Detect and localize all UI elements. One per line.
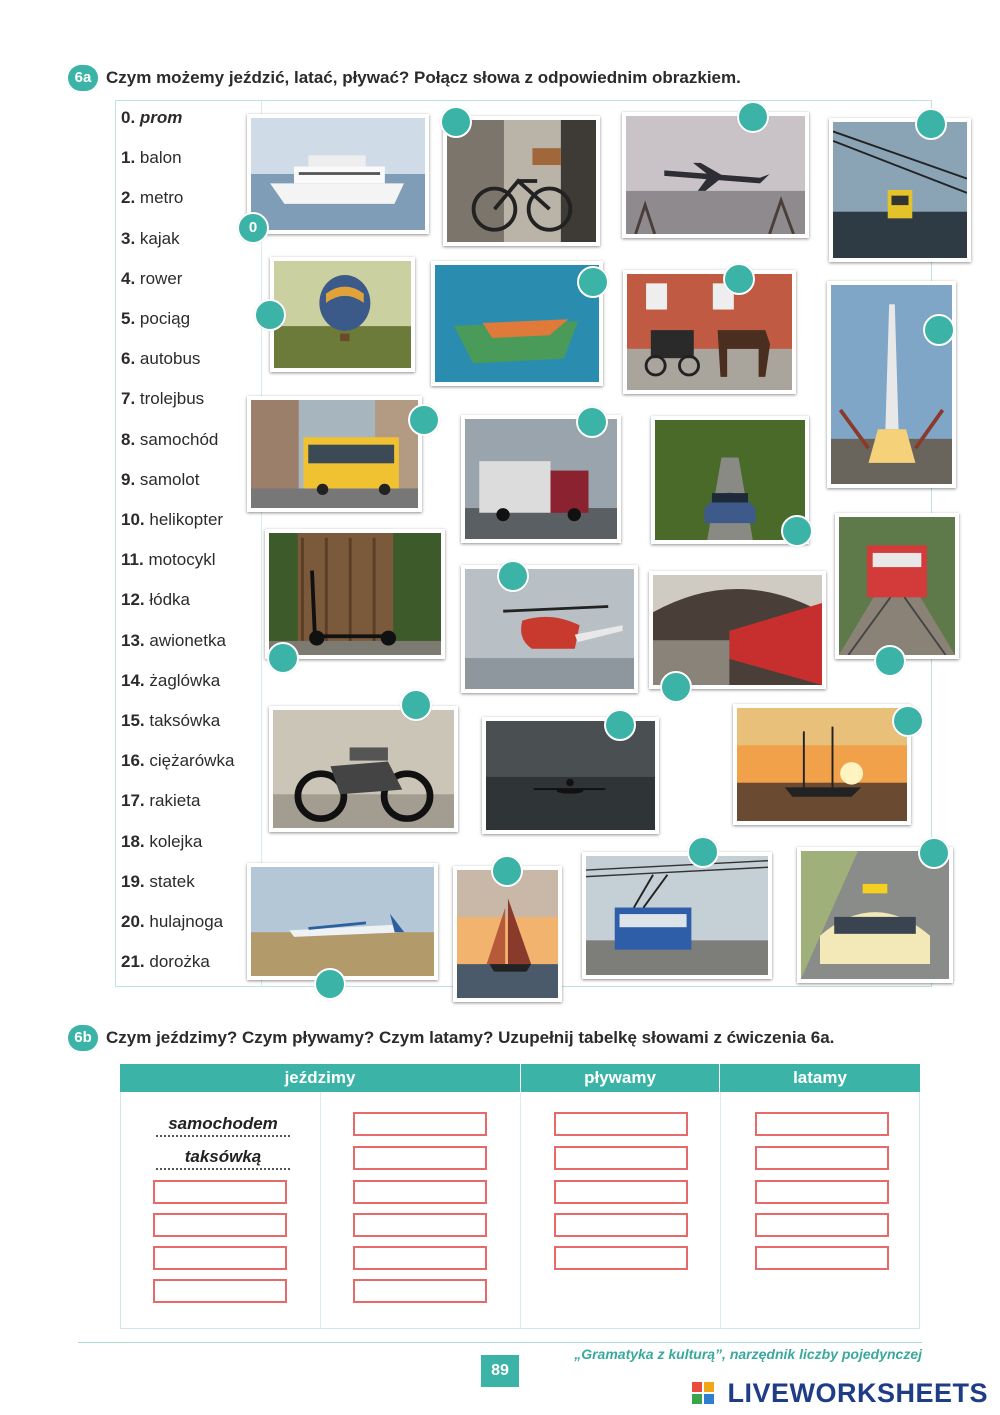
word-number: 2.	[121, 188, 136, 208]
column-header-plywamy: pływamy	[521, 1064, 719, 1092]
word-list-item	[121, 470, 199, 490]
answer-box-jezdzimy[interactable]	[353, 1146, 487, 1170]
word-number: 11.	[121, 550, 144, 570]
answer-box-latamy[interactable]	[755, 1213, 889, 1237]
word-number: 3.	[121, 228, 136, 248]
match-dot-2[interactable]	[737, 101, 769, 133]
word-list-item	[121, 510, 223, 530]
word-list-item	[121, 108, 182, 128]
word-number: 7.	[121, 389, 136, 409]
photo-bicycle	[443, 116, 600, 246]
word-list-item	[121, 590, 190, 610]
word-text: samolot	[139, 469, 200, 489]
answer-box-jezdzimy[interactable]	[353, 1112, 487, 1136]
example-answer-samochodem: samochodem	[156, 1113, 290, 1137]
exercise-6b-badge: 6b	[68, 1025, 98, 1051]
word-number: 9.	[121, 469, 136, 489]
word-list-item	[121, 631, 226, 651]
match-dot-11[interactable]	[874, 645, 906, 677]
match-dot-15[interactable]	[400, 689, 432, 721]
column-divider	[720, 1092, 721, 1329]
word-number: 0.	[121, 108, 136, 127]
exercise-6a-badge: 6a	[68, 65, 98, 91]
match-dot-8[interactable]	[408, 404, 440, 436]
word-number: 13.	[121, 630, 145, 650]
match-dot-4[interactable]	[254, 299, 286, 331]
answer-box-jezdzimy[interactable]	[353, 1180, 487, 1204]
answer-box-jezdzimy[interactable]	[353, 1213, 487, 1237]
word-number: 20.	[121, 912, 145, 931]
word-text: statek	[149, 871, 195, 891]
match-dot-17[interactable]	[892, 705, 924, 737]
word-number: 14.	[121, 670, 145, 690]
match-dot-20[interactable]	[687, 836, 719, 868]
answer-box-jezdzimy[interactable]	[153, 1213, 287, 1237]
answer-box-jezdzimy[interactable]	[153, 1180, 287, 1204]
word-number: 5.	[121, 309, 136, 328]
word-text: prom	[139, 108, 183, 127]
column-header-jezdzimy: jeździmy	[120, 1064, 520, 1092]
word-text: kajak	[139, 228, 180, 248]
answer-box-latamy[interactable]	[755, 1180, 889, 1204]
photo-helicopter	[461, 565, 638, 693]
photo-airplane	[622, 112, 809, 238]
match-dot-10[interactable]	[781, 515, 813, 547]
word-text: helikopter	[149, 510, 224, 529]
word-number: 12.	[121, 590, 145, 610]
footer-divider	[78, 1342, 922, 1343]
answer-box-plywamy[interactable]	[554, 1146, 688, 1170]
example-answer-taksowka: taksówką	[156, 1146, 290, 1170]
word-text: metro	[139, 188, 184, 208]
match-dot-19[interactable]	[491, 855, 523, 887]
word-number: 8.	[121, 429, 136, 449]
word-text: trolejbus	[139, 389, 205, 409]
photo-scooter	[265, 529, 445, 659]
match-dot-16[interactable]	[604, 709, 636, 741]
word-list-item	[121, 229, 180, 249]
answer-box-plywamy[interactable]	[554, 1112, 688, 1136]
match-dot-9[interactable]	[576, 406, 608, 438]
answer-box-jezdzimy[interactable]	[153, 1246, 287, 1270]
word-text: motocykl	[148, 550, 216, 570]
match-dot-12[interactable]	[267, 642, 299, 674]
word-text: dorożka	[149, 952, 210, 972]
photo-motorcycle	[269, 706, 458, 832]
word-number: 4.	[121, 268, 136, 288]
word-number: 10.	[121, 510, 145, 529]
column-divider	[320, 1092, 321, 1329]
match-dot-21[interactable]	[918, 837, 950, 869]
photo-ferry	[247, 114, 429, 234]
match-dot-3[interactable]	[915, 108, 947, 140]
word-text: rakieta	[149, 791, 201, 811]
photo-cable-car	[829, 118, 971, 262]
column-header-latamy: latamy	[720, 1064, 920, 1092]
word-text: samochód	[139, 429, 219, 449]
photo-rocket	[827, 281, 956, 488]
photo-carriage	[623, 270, 796, 394]
word-number: 19.	[121, 871, 145, 891]
word-list-item	[121, 872, 195, 892]
photo-bus	[247, 396, 422, 512]
word-number: 17.	[121, 791, 145, 811]
book-title: „Gramatyka z kulturą”, narzędnik liczby pojedynczej	[574, 1346, 922, 1362]
word-text: autobus	[139, 349, 201, 369]
word-number: 6.	[121, 349, 136, 369]
liveworksheets-logo-icon	[692, 1382, 714, 1404]
exercise-6b-instruction: Czym jeździmy? Czym pływamy? Czym latamy? Uzupełnij tabelkę słowami z ćwiczenia 6a.	[106, 1028, 835, 1047]
word-list-item	[121, 309, 190, 329]
brand-name: LIVEWORKSHEETS	[727, 1378, 988, 1408]
match-dot-7[interactable]	[923, 314, 955, 346]
word-text: kolejka	[149, 831, 203, 851]
photo-train	[835, 513, 959, 659]
page-number: 89	[481, 1355, 519, 1387]
word-list-item	[121, 188, 183, 208]
word-list-item	[121, 671, 220, 691]
answer-box-jezdzimy[interactable]	[353, 1279, 487, 1303]
exercise-6a-instruction: Czym możemy jeździć, latać, pływać? Połącz słowa z odpowiednim obrazkiem.	[106, 68, 741, 87]
word-number: 18.	[121, 831, 145, 851]
word-list-item	[121, 791, 200, 811]
answer-box-plywamy[interactable]	[554, 1180, 688, 1204]
word-text: awionetka	[149, 630, 226, 650]
photo-balloon	[270, 257, 415, 372]
word-list-item	[121, 832, 202, 852]
word-list-item	[121, 430, 218, 450]
photo-small-plane	[247, 863, 438, 980]
match-dot-5[interactable]	[577, 266, 609, 298]
word-list-item	[121, 550, 216, 570]
answer-box-plywamy[interactable]	[554, 1213, 688, 1237]
word-list-item	[121, 148, 182, 168]
word-list-item	[121, 269, 182, 289]
word-number: 15.	[121, 711, 145, 730]
match-dot-6[interactable]	[723, 263, 755, 295]
match-dot-14[interactable]	[660, 671, 692, 703]
word-list-item	[121, 912, 223, 932]
answer-box-jezdzimy[interactable]	[153, 1279, 287, 1303]
word-number: 21.	[121, 952, 145, 972]
word-list-item	[121, 389, 204, 409]
photo-trolleybus	[582, 852, 772, 979]
word-text: łódka	[149, 590, 191, 610]
photo-ship	[733, 704, 911, 825]
word-text: taksówka	[149, 711, 221, 730]
word-text: ciężarówka	[149, 751, 235, 771]
word-text: żaglówka	[149, 670, 221, 690]
word-list-item	[121, 751, 234, 771]
answer-box-jezdzimy[interactable]	[353, 1246, 487, 1270]
word-list-item	[121, 711, 220, 731]
example-marker: 0	[237, 212, 269, 244]
word-text: rower	[139, 268, 183, 288]
word-number: 1.	[121, 148, 136, 168]
answer-box-latamy[interactable]	[755, 1112, 889, 1136]
word-text: balon	[139, 148, 182, 168]
match-dot-13[interactable]	[497, 560, 529, 592]
match-dot-18[interactable]	[314, 968, 346, 1000]
column-divider	[520, 1092, 521, 1329]
answer-box-plywamy[interactable]	[554, 1246, 688, 1270]
word-list-item	[121, 349, 200, 369]
answer-box-latamy[interactable]	[755, 1146, 889, 1170]
word-list-item	[121, 952, 210, 972]
answer-box-latamy[interactable]	[755, 1246, 889, 1270]
word-number: 16.	[121, 751, 145, 771]
word-text: pociąg	[139, 309, 191, 328]
word-text: hulajnoga	[149, 912, 224, 931]
match-dot-1[interactable]	[440, 106, 472, 138]
